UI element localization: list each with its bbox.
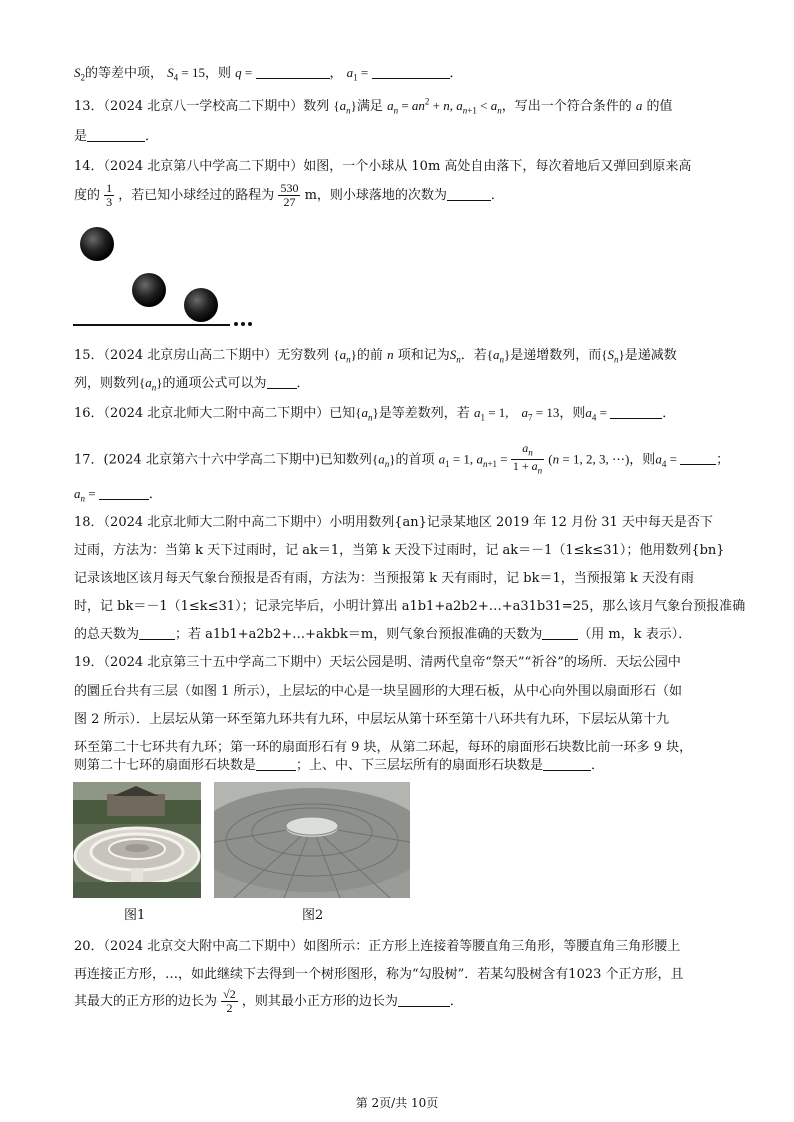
q17-line1: 17．(2024 北京第六十六中学高二下期中)已知数列$\{a_n\}$的首项 $a_1 = 1$, $a_{n+1}$ = $\frac{a_n}{1 + a_n}$ (n = 1, 2, 3, ⋯)，则$a_4$ = ； bbox=[74, 441, 730, 476]
answer-blank[interactable] bbox=[610, 406, 662, 419]
q16-text: 是等差数列，若 bbox=[378, 406, 470, 421]
question-number: 15． bbox=[74, 348, 104, 363]
answer-blank[interactable] bbox=[256, 758, 296, 771]
q17-line2: $a_n$ = ． bbox=[74, 486, 162, 504]
fraction-numerator: 530 bbox=[280, 181, 299, 195]
circular-stone-photo bbox=[214, 782, 410, 898]
bouncing-ball-figure bbox=[70, 222, 260, 332]
q20-line3 bbox=[74, 988, 463, 1015]
q12-text-a: 的等差中项， bbox=[85, 66, 164, 81]
q19-line2: 的圜丘台共有三层（如图 1 所示），上层坛的中心是一块呈圆形的大理石板，从中心向外围以扇面形石（如 bbox=[74, 684, 683, 699]
q17-text: 的首项 bbox=[395, 452, 435, 468]
q16-text: ，则 bbox=[559, 406, 586, 421]
q20-text: ． bbox=[449, 994, 463, 1009]
answer-blank[interactable] bbox=[139, 627, 175, 640]
temple-of-heaven-photo bbox=[73, 782, 201, 898]
q12-text-c: ， bbox=[329, 66, 343, 81]
answer-blank[interactable] bbox=[543, 758, 591, 771]
q20-line2: 再连接正方形，…，如此继续下去得到一个树形图形，称为“勾股树”．若某勾股树含有1023 个正方形，且 bbox=[74, 967, 684, 982]
q14-line1 bbox=[74, 155, 691, 174]
q12-line: $S_2$的等差中项， $S_4 = 15$，则 q = ， $a_1$ = ． bbox=[74, 65, 463, 83]
page-footer: 第 2页/共 10页 bbox=[355, 1096, 439, 1110]
q15-text: ． bbox=[296, 376, 310, 391]
question-source: （2024 北京北师大二附中高二下期中） bbox=[103, 406, 330, 421]
q18-text: （用 m，k 表示）． bbox=[578, 627, 692, 642]
q17-text: ，则 bbox=[629, 452, 656, 468]
ball-icon bbox=[184, 288, 218, 322]
fraction-numerator: 1 bbox=[106, 181, 113, 195]
q15-text: 列，则数列 bbox=[74, 376, 140, 391]
answer-blank[interactable] bbox=[447, 188, 491, 201]
q16-text: 已知 bbox=[329, 406, 356, 421]
q14-text: ． bbox=[490, 188, 504, 203]
ball-icon bbox=[80, 227, 114, 261]
fraction-denominator: 27 bbox=[283, 195, 296, 209]
q18-line5 bbox=[74, 623, 691, 642]
fraction-denominator: 3 bbox=[106, 195, 113, 209]
fraction bbox=[221, 988, 238, 1015]
dot-icon bbox=[248, 322, 252, 326]
question-source: （2024 北京房山高二下期中） bbox=[103, 348, 278, 363]
q14-line2 bbox=[74, 182, 504, 209]
answer-blank[interactable] bbox=[372, 66, 450, 79]
answer-blank[interactable] bbox=[680, 452, 716, 465]
q12-text-b: ，则 bbox=[205, 66, 232, 81]
q15-line2: 列，则数列$\{a_n\}$的通项公式可以为 ． bbox=[74, 375, 310, 393]
question-source: （2024 北京第八中学高二下期中） bbox=[103, 159, 304, 174]
q18-line1: 18．（2024 北京北师大二附中高二下期中）小明用数列{an}记录某地区 2019 年 12 月份 31 天中每天是否下 bbox=[74, 515, 713, 530]
q13-text-a: 数列 bbox=[303, 99, 330, 114]
q15-text: 项和记为 bbox=[397, 348, 450, 363]
q13-line2: 是 ． bbox=[74, 128, 159, 144]
q18-line4: 时，记 bk＝－1（1≤k≤31）；记录完毕后，小明计算出 a1b1+a2b2+…+a31b31=25，那么该月气象台预报准确 bbox=[74, 599, 746, 614]
answer-blank[interactable] bbox=[256, 66, 330, 79]
question-number: 13． bbox=[74, 99, 104, 114]
q14-text-a: 如图，一个小球从 10m 高处自由落下，每次着地后又弹回到原来高 bbox=[303, 159, 692, 174]
figure-caption: 图1 bbox=[124, 908, 146, 923]
dot-icon bbox=[241, 322, 245, 326]
fraction-denominator: 2 bbox=[226, 1001, 233, 1015]
q13-text-c: ，写出一个符合条件的 bbox=[501, 99, 632, 114]
answer-blank[interactable] bbox=[398, 994, 450, 1007]
dot-icon bbox=[234, 322, 238, 326]
q17-text: ； bbox=[716, 452, 730, 468]
q19-text: ；上、中、下三层坛所有的扇面形石块数是 bbox=[296, 758, 544, 773]
q18-line3: 记录该地区该月每天气象台预报是否有雨，方法为：当预报第 k 天有雨时，记 bk＝1，当预报第 k 天没有雨 bbox=[74, 571, 694, 586]
q17-text: 已知数列 bbox=[319, 452, 372, 468]
q19-line5 bbox=[74, 754, 604, 773]
q13-line1: 13．（2024 北京八一学校高二下期中）数列 $\{a_n\}$满足 $a_n = an^2 + n$, $a_{n+1} < a_n$，写出一个符合条件的 a 的值 bbox=[74, 96, 673, 116]
question-source: （2024 北京八一学校高二下期中） bbox=[103, 99, 304, 114]
answer-blank[interactable] bbox=[542, 627, 578, 640]
fraction-numerator: √2 bbox=[223, 987, 236, 1001]
q19-line3: 图 2 所示）．上层坛从第一环至第九环共有九环，中层坛从第十环至第十八环共有九环，下层坛从第十九 bbox=[74, 712, 670, 727]
q18-line2: 过雨，方法为：当第 k 天下过雨时，记 ak＝1，当第 k 天没下过雨时，记 ak＝－1（1≤k≤31）；他用数列{bn} bbox=[74, 543, 725, 558]
question-number: 14． bbox=[74, 159, 104, 174]
q13-text-b: 满足 bbox=[356, 99, 383, 114]
q15-text: 是递减数 bbox=[624, 348, 677, 363]
q15-text: 的前 bbox=[356, 348, 383, 363]
question-source: (2024 北京第六十六中学高二下期中) bbox=[103, 452, 320, 468]
q19-line4: 环至第二十七环共有九环；第一环的扇面形石有 9 块，从第二环起，每环的扇面形石块数比前一环多 9 块， bbox=[74, 740, 693, 755]
q13-line2-text: 是 bbox=[74, 129, 88, 144]
q19-text: ． bbox=[591, 758, 605, 773]
q14-text: ，若已知小球经过的路程为 bbox=[118, 188, 275, 203]
q18-text: ；若 a1b1+a2b2+…+akbk＝m，则气象台预报准确的天数为 bbox=[175, 627, 543, 642]
q15-text: 是递增数列，而 bbox=[510, 348, 602, 363]
answer-blank[interactable] bbox=[267, 376, 297, 389]
q15-text: ．若 bbox=[460, 348, 487, 363]
question-number: 16． bbox=[74, 406, 104, 421]
q19-text: 则第二十七环的扇面形石块数是 bbox=[74, 758, 257, 773]
figure-caption: 图2 bbox=[302, 908, 324, 923]
fraction bbox=[278, 182, 300, 209]
q18-text: 的总天数为 bbox=[74, 627, 140, 642]
q14-text: m，则小球落地的次数为 bbox=[304, 188, 447, 203]
q14-text: 度的 bbox=[74, 188, 101, 203]
q15-line1: 15．（2024 北京房山高二下期中）无穷数列 $\{a_n\}$的前 n 项和记为$S_n$．若$\{a_n\}$是递增数列，而$\{S_n\}$是递减数 bbox=[74, 347, 677, 365]
q20-text: 其最大的正方形的边长为 bbox=[74, 994, 218, 1009]
q13-text-d: 的值 bbox=[646, 99, 673, 114]
q15-text: 无穷数列 bbox=[277, 348, 330, 363]
q20-text: ，则其最小正方形的边长为 bbox=[241, 994, 398, 1009]
fraction: $\frac{a_n}{1 + a_n}$ bbox=[512, 441, 543, 476]
q19-line1: 19．（2024 北京第三十五中学高二下期中）天坛公园是明、清两代皇帝“祭天”“祈谷”的场所．天坛公园中 bbox=[74, 655, 681, 670]
q20-line1: 20．（2024 北京交大附中高二下期中）如图所示：正方形上连接着等腰直角三角形，等腰直角三角形腰上 bbox=[74, 939, 681, 954]
answer-blank[interactable] bbox=[99, 487, 149, 500]
answer-blank[interactable] bbox=[87, 129, 145, 142]
question-number: 17． bbox=[74, 452, 104, 468]
q16-line: 16．（2024 北京北师大二附中高二下期中）已知$\{a_n\}$是等差数列，若 $a_1 = 1$, $a_7 = 13$，则$a_4$ = ． bbox=[74, 405, 676, 423]
q15-text: 的通项公式可以为 bbox=[162, 376, 267, 391]
ball-icon bbox=[132, 273, 166, 307]
fraction bbox=[104, 182, 114, 209]
